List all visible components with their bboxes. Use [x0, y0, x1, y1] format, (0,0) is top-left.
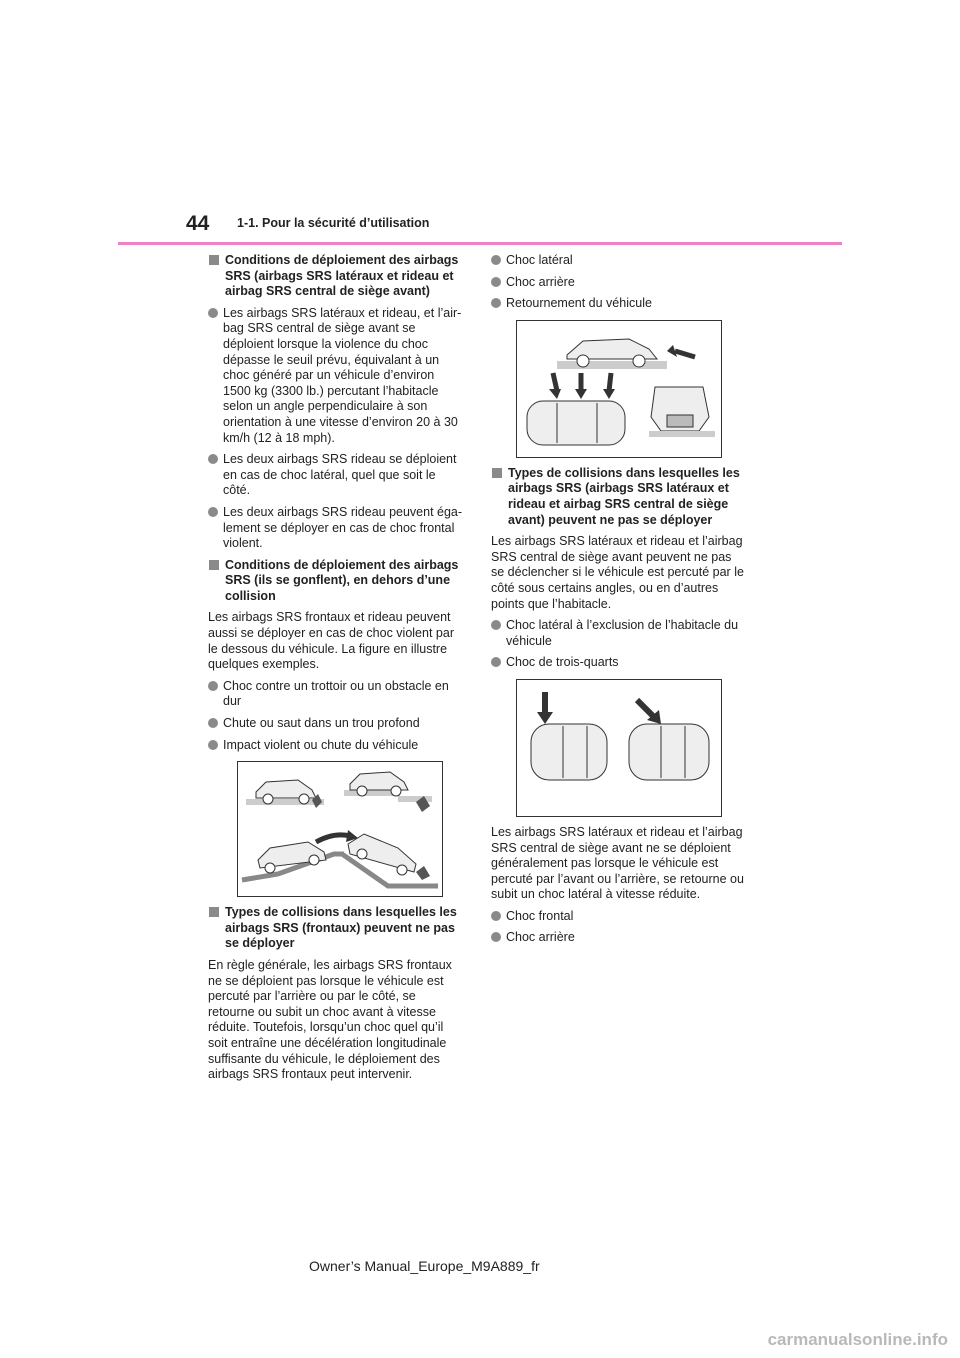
figure-side-three-quarter — [516, 679, 722, 817]
bullet-side-excluding-cabin: Choc latéral à l’exclusion de l’habitacle du véhicule — [491, 618, 747, 649]
heading-side-not-deploy: Types de collisions dans lesquelles les airbags SRS (airbags SRS latéraux et rideau et airbag SRS central de siège avant) peuvent ne pas se déployer — [491, 466, 747, 528]
heading-frontal-not-deploy: Types de collisions dans lesquelles les airbags SRS (frontaux) peuvent ne pas se déployer — [208, 905, 464, 952]
heading-deployment-side: Conditions de déploiement des airbags SRS (airbags SRS latéraux et rideau et airbag SRS central de siège avant) — [208, 253, 464, 300]
bullet-hole: Chute ou saut dans un trou profond — [208, 716, 464, 732]
right-column — [491, 253, 747, 952]
underbody-illustration — [238, 762, 442, 896]
heading-non-collision: Conditions de déploiement des airbags SRS (ils se gonflent), en dehors d’une collision — [208, 558, 464, 605]
watermark: carmanualsonline.info — [767, 1330, 948, 1349]
bullet-curtain-frontal: Les deux airbags SRS rideau peuvent éga-lement se déployer en cas de choc frontal violent. — [208, 505, 464, 552]
bullet-impact: Impact violent ou chute du véhicule — [208, 738, 464, 754]
bullet-side-impact: Choc latéral — [491, 253, 747, 269]
paragraph-frontal-conditions: En règle générale, les airbags SRS frontaux ne se déploient pas lorsque le véhicule est percuté par l’arrière ou par le côté, se retourne ou subit un choc avant à vitesse réduite. Toutefois, lorsqu’un choc quel qu’il soit entraîne une décélération longitudinale suffisante du véhicule, le déploiement des airbags SRS frontaux peut intervenir. — [208, 958, 452, 1082]
header-rule — [118, 242, 842, 245]
bullet-rear-impact-2: Choc arrière — [491, 930, 747, 946]
bullet-frontal-impact: Choc frontal — [491, 909, 747, 925]
bullet-rear-impact: Choc arrière — [491, 275, 747, 291]
footer-manual-id: Owner’s Manual_Europe_M9A889_fr — [309, 1258, 540, 1274]
page-number: 44 — [186, 212, 210, 235]
bullet-side-threshold: Les airbags SRS latéraux et rideau, et l’air-bag SRS central de siège avant se déploient lorsque la violence du choc dépasse le seuil prévu, équivalant à un choc généré par un véhicule d’environ 1500 kg (3300 lb.) percutant l’habitacle selon un angle perpendiculaire à son orientation à une vitesse d’environ 20 à 30 km/h (12 à 18 mph). — [208, 306, 464, 446]
bullet-curtain-side: Les deux airbags SRS rideau se déploient en cas de choc latéral, quel que soit le côté. — [208, 452, 464, 499]
bullet-rollover: Retournement du véhicule — [491, 296, 747, 312]
left-column — [208, 253, 464, 1089]
section-title: 1-1. Pour la sécurité d’utilisation — [237, 216, 430, 230]
paragraph-underbody: Les airbags SRS frontaux et rideau peuvent aussi se déployer en cas de choc violent par le dessous du véhicule. La figure en illustre quelques exemples. — [208, 610, 454, 672]
figure-side-rear-rollover — [516, 320, 722, 458]
paragraph-side-angles: Les airbags SRS latéraux et rideau et l’airbag SRS central de siège avant peuvent ne pas se déclencher si le véhicule est percuté par le côté sous certains angles, ou en d’autres points que l’habitacle. — [491, 534, 744, 611]
bullet-curb: Choc contre un trottoir ou un obstacle en dur — [208, 679, 464, 710]
side-three-quarter-illustration — [517, 680, 721, 816]
paragraph-not-deploy-general: Les airbags SRS latéraux et rideau et l’airbag SRS central de siège avant ne se déploient généralement pas lorsque le véhicule est percuté par l’avant ou l’arrière, se retourne ou subit un choc latéral à vitesse réduite. — [491, 824, 744, 902]
side-rear-rollover-illustration — [517, 321, 721, 457]
bullet-three-quarter: Choc de trois-quarts — [491, 655, 747, 671]
figure-underbody-impacts — [237, 761, 443, 897]
